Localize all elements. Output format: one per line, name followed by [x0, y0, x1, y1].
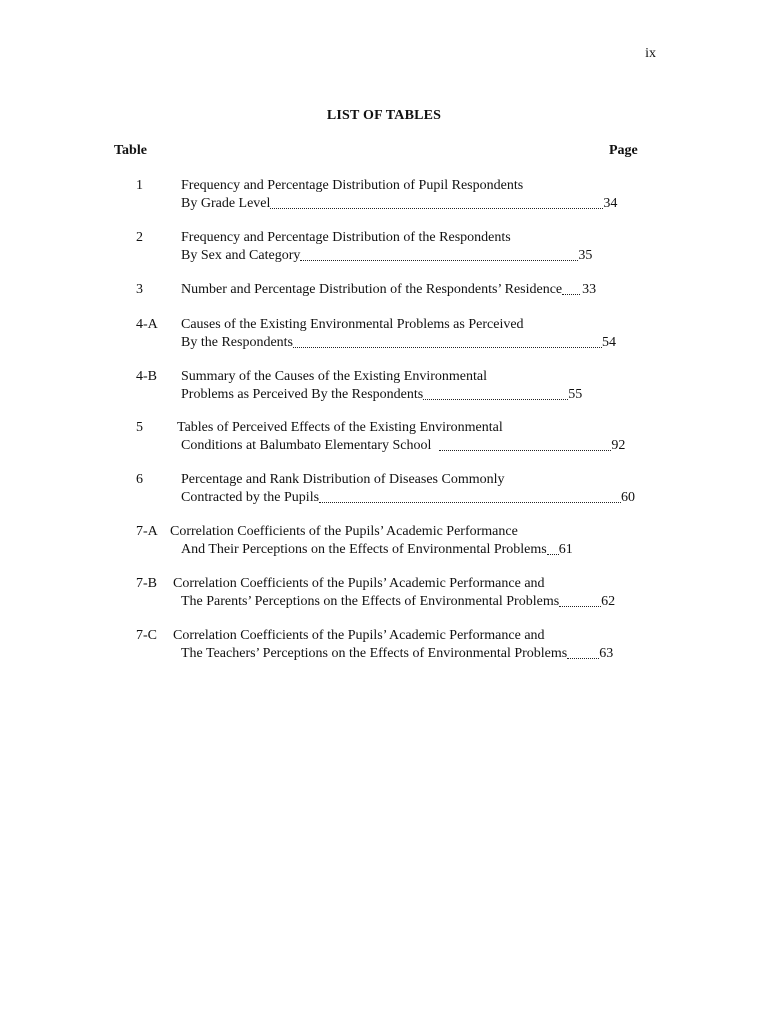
- entry-title-line1: Number and Percentage Distribution of the Respondents’ Residence: [181, 282, 563, 297]
- entry-title-line1: Frequency and Percentage Distribution of the Respondents: [181, 230, 511, 245]
- entry-number: 1: [136, 178, 143, 193]
- entry-page: 62: [601, 594, 616, 609]
- entry-number: 7-A: [136, 524, 158, 539]
- table-entry: [0, 178, 768, 218]
- entry-number: 7-B: [136, 576, 157, 591]
- entry-page: 61: [558, 542, 573, 557]
- entry-title-line1: Causes of the Existing Environmental Problems as Perceived: [181, 317, 524, 332]
- entry-number: 3: [136, 282, 143, 297]
- entry-page: 34: [603, 196, 618, 211]
- entry-title-line2: Contracted by the Pupils: [181, 490, 320, 505]
- entry-page: 33: [582, 282, 597, 297]
- entry-title-line2: The Teachers’ Perceptions on the Effects of Environmental Problems: [181, 646, 568, 661]
- entry-title-line2: By the Respondents: [181, 335, 293, 350]
- table-entry: [0, 317, 768, 357]
- table-entry: [0, 628, 768, 668]
- entry-title-line1: Correlation Coefficients of the Pupils’ Academic Performance and: [173, 576, 545, 591]
- entry-title-line1: Percentage and Rank Distribution of Diseases Commonly: [181, 472, 505, 487]
- dot-leader: [562, 293, 580, 295]
- page-number: ix: [645, 46, 656, 61]
- dot-leader: [293, 346, 602, 348]
- entry-title-line1: Frequency and Percentage Distribution of Pupil Respondents: [181, 178, 524, 193]
- dot-leader: [319, 501, 621, 503]
- table-entry: [0, 524, 768, 564]
- entry-number: 6: [136, 472, 143, 487]
- dot-leader: [300, 259, 578, 261]
- table-entry: [0, 576, 768, 616]
- entry-number: 5: [136, 420, 143, 435]
- entry-number: 4-A: [136, 317, 158, 332]
- entry-title-line1: Summary of the Causes of the Existing Environmental: [181, 369, 488, 384]
- entry-title-line1: Correlation Coefficients of the Pupils’ Academic Performance: [170, 524, 518, 539]
- entry-page: 54: [602, 335, 616, 350]
- entry-page: 35: [578, 248, 593, 263]
- entry-title-line2: By Sex and Category: [181, 248, 301, 263]
- dot-leader: [439, 449, 611, 451]
- table-entry: [0, 369, 768, 409]
- table-entry: [0, 472, 768, 512]
- entry-title-line1: Correlation Coefficients of the Pupils’ Academic Performance and: [173, 628, 545, 643]
- dot-leader: [423, 398, 568, 400]
- table-entry: [0, 282, 768, 322]
- entry-number: 4-B: [136, 369, 157, 384]
- entry-title-line2: And Their Perceptions on the Effects of Environmental Problems: [181, 542, 547, 557]
- entry-title-line2: Problems as Perceived By the Respondents: [181, 387, 424, 402]
- entry-number: 7-C: [136, 628, 157, 643]
- table-entry: [0, 230, 768, 270]
- page-title: LIST OF TABLES: [326, 108, 442, 123]
- entry-title-line2: The Parents’ Perceptions on the Effects of Environmental Problems: [181, 594, 560, 609]
- entry-page: 63: [599, 646, 614, 661]
- entry-title-line1: Tables of Perceived Effects of the Existing Environmental: [177, 420, 503, 435]
- table-entry: [0, 420, 768, 460]
- dot-leader: [559, 605, 601, 607]
- dot-leader: [567, 657, 599, 659]
- entry-page: 92: [611, 438, 626, 453]
- entry-title-line2: By Grade Level: [181, 196, 271, 211]
- entry-number: 2: [136, 230, 143, 245]
- dot-leader: [270, 207, 603, 209]
- entry-page: 60: [621, 490, 636, 505]
- column-header-page: Page: [609, 143, 638, 158]
- entry-page: 55: [568, 387, 583, 402]
- column-header-table: Table: [114, 143, 147, 158]
- dot-leader: [547, 553, 559, 555]
- entry-title-line2: Conditions at Balumbato Elementary School: [181, 438, 432, 453]
